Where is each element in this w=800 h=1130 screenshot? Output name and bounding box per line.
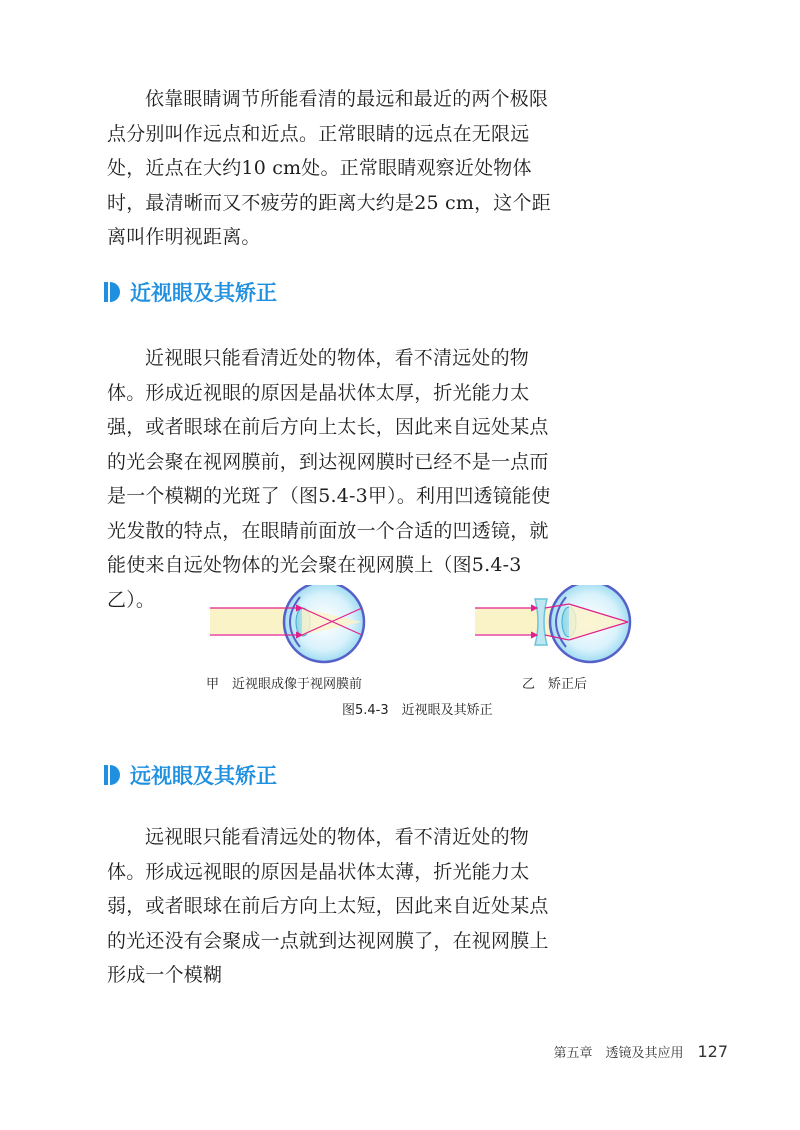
figure-caption-myopia: 甲 近视眼成像于视网膜前 — [206, 677, 363, 692]
heading-marker-icon — [104, 282, 108, 302]
figure-caption-corrected: 乙 矫正后 — [522, 677, 588, 692]
heading-text: 近视眼及其矫正 — [130, 281, 277, 305]
section-heading-myopia — [104, 277, 277, 307]
paragraph-near-far-point: 依靠眼睛调节所能看清的最远和最近的两个极限点分别叫作远点和近点。正常眼睛的远点在无限远处，近点在大约10 cm处。正常眼睛观察近处物体时，最清晰而又不疲劳的距离大约是25 cm，这个距离叫作明视距离。 — [107, 88, 551, 248]
incoming-light-beam — [475, 608, 537, 634]
figure-title: 图5.4-3 近视眼及其矫正 — [342, 703, 493, 718]
paragraph-myopia: 近视眼只能看清近处的物体，看不清远处的物体。形成近视眼的原因是晶状体太厚，折光能力太强，或者眼球在前后方向上太长，因此来自远处某点的光会聚在视网膜前，到达视网膜时已经不是一点而是一个模糊的光斑了（图5.4-3甲）。利用凹透镜能使光发散的特点，在眼睛前面放一个合适的凹透镜，就能使来自远处物体的光会聚在视网膜上（图5.4-3乙）。 — [107, 347, 551, 611]
heading-marker-half-circle-icon — [110, 282, 120, 302]
heading-text: 远视眼及其矫正 — [130, 764, 277, 788]
heading-marker-icon — [104, 765, 108, 785]
page-footer — [553, 1042, 728, 1061]
chapter-title: 第五章 透镜及其应用 — [553, 1046, 684, 1061]
page-number: 127 — [697, 1042, 728, 1061]
eye-diagram-corrected — [475, 585, 630, 662]
paragraph-hyperopia: 远视眼只能看清远处的物体，看不清近处的物体。形成远视眼的原因是晶状体太薄，折光能力太弱，或者眼球在前后方向上太短，因此来自近处某点的光还没有会聚成一点就到达视网膜了，在视网膜上形成一个模糊 — [107, 826, 549, 986]
section-heading-hyperopia — [104, 760, 277, 790]
heading-marker-half-circle-icon — [110, 765, 120, 785]
eye-diagram-myopia — [210, 585, 364, 662]
